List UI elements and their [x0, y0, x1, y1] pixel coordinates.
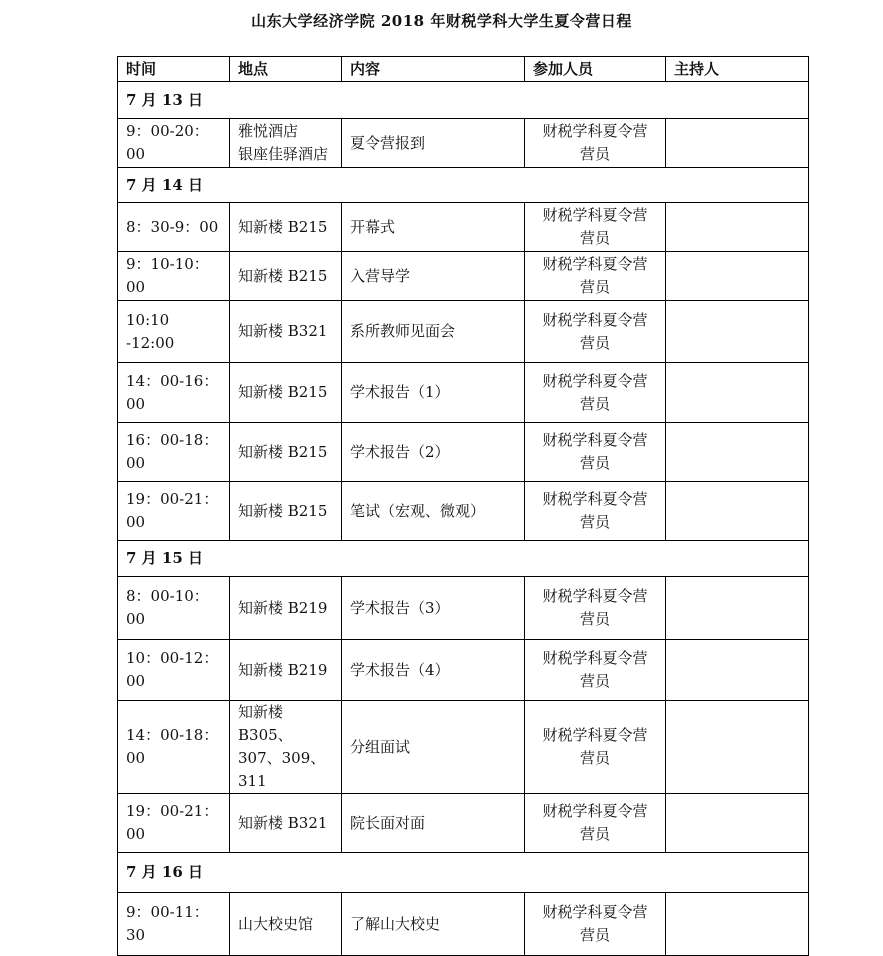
participants-cell-line: 营员 — [579, 394, 610, 413]
time-cell: 14：00-16：00 — [118, 363, 230, 423]
content-cell: 入营导学 — [342, 252, 525, 301]
place-cell — [230, 119, 342, 168]
participants-cell-line: 财税学科夏令营 — [542, 122, 648, 140]
participants-cell-line: 营员 — [579, 145, 610, 163]
date-cell: 7 月 16 日 — [118, 853, 809, 893]
participants-cell-line: 财税学科夏令营 — [542, 649, 648, 667]
content-cell: 系所教师见面会 — [342, 301, 525, 363]
table-row — [118, 640, 809, 701]
participants-cell — [525, 482, 666, 541]
place-cell-line: 知新楼 B215 — [238, 217, 328, 236]
table-row — [118, 794, 809, 853]
place-cell-line: 银座佳驿酒店 — [238, 145, 329, 163]
participants-cell-line: 营员 — [579, 610, 610, 628]
header-row — [118, 57, 809, 82]
date-row — [118, 82, 809, 119]
participants-cell-line: 财税学科夏令营 — [542, 206, 648, 224]
place-cell — [230, 701, 342, 794]
place-cell — [230, 640, 342, 701]
content-cell: 了解山大校史 — [342, 893, 525, 956]
participants-cell-line: 财税学科夏令营 — [542, 371, 648, 390]
participants-cell-line: 营员 — [579, 278, 610, 296]
place-cell — [230, 203, 342, 252]
table-row — [118, 363, 809, 423]
place-cell-line: 山大校史馆 — [238, 914, 314, 933]
time-cell: 10:10 -12:00 — [118, 301, 230, 363]
table-row — [118, 423, 809, 482]
table-row — [118, 482, 809, 541]
header-place: 地点 — [230, 57, 342, 82]
place-cell — [230, 363, 342, 423]
participants-cell — [525, 640, 666, 701]
date-cell: 7 月 13 日 — [118, 82, 809, 119]
participants-cell-line: 营员 — [579, 229, 610, 247]
participants-cell-line: 营员 — [579, 926, 610, 944]
participants-cell — [525, 701, 666, 794]
participants-cell — [525, 252, 666, 301]
participants-cell — [525, 893, 666, 956]
host-cell — [666, 203, 809, 252]
time-cell: 19：00-21：00 — [118, 794, 230, 853]
host-cell — [666, 893, 809, 956]
time-cell: 8：00-10：00 — [118, 577, 230, 640]
content-cell: 开幕式 — [342, 203, 525, 252]
table-row — [118, 252, 809, 301]
content-cell: 学术报告（1） — [342, 363, 525, 423]
participants-cell-line: 财税学科夏令营 — [542, 310, 648, 329]
date-row — [118, 168, 809, 203]
place-cell — [230, 577, 342, 640]
participants-cell-line: 财税学科夏令营 — [542, 255, 648, 273]
participants-cell-line: 营员 — [579, 672, 610, 690]
date-cell: 7 月 14 日 — [118, 168, 809, 203]
content-cell: 学术报告（3） — [342, 577, 525, 640]
place-cell — [230, 252, 342, 301]
page-title: 山东大学经济学院 2018 年财税学科大学生夏令营日程 — [251, 12, 632, 30]
header-participants: 参加人员 — [525, 57, 666, 82]
header-content: 内容 — [342, 57, 525, 82]
time-cell: 8：30-9：00 — [118, 203, 230, 252]
participants-cell — [525, 203, 666, 252]
participants-cell-line: 营员 — [579, 825, 610, 843]
place-cell — [230, 893, 342, 956]
time-cell: 14：00-18：00 — [118, 701, 230, 794]
content-cell: 笔试（宏观、微观） — [342, 482, 525, 541]
time-cell: 9：00-11：30 — [118, 893, 230, 956]
place-cell-line: 知新楼 B215 — [238, 501, 328, 520]
date-row — [118, 541, 809, 577]
date-cell: 7 月 15 日 — [118, 541, 809, 577]
time-cell: 9：00-20：00 — [118, 119, 230, 168]
place-cell-line: 知新楼 B215 — [238, 266, 328, 285]
participants-cell-line: 财税学科夏令营 — [542, 587, 648, 605]
place-cell-line: 知新楼 B321 — [238, 322, 328, 340]
content-cell: 院长面对面 — [342, 794, 525, 853]
host-cell — [666, 423, 809, 482]
place-cell-line: 雅悦酒店 — [238, 122, 299, 140]
table-row — [118, 119, 809, 168]
time-cell: 16：00-18：00 — [118, 423, 230, 482]
host-cell — [666, 363, 809, 423]
place-cell-line: 知新楼 B305、 — [238, 703, 293, 744]
place-cell — [230, 482, 342, 541]
participants-cell-line: 财税学科夏令营 — [542, 431, 648, 449]
participants-cell — [525, 363, 666, 423]
content-cell: 分组面试 — [342, 701, 525, 794]
participants-cell — [525, 794, 666, 853]
header-host: 主持人 — [666, 57, 809, 82]
host-cell — [666, 482, 809, 541]
participants-cell-line: 营员 — [579, 513, 610, 531]
host-cell — [666, 252, 809, 301]
content-cell: 学术报告（4） — [342, 640, 525, 701]
table-row — [118, 577, 809, 640]
header-time: 时间 — [118, 57, 230, 82]
table-row — [118, 301, 809, 363]
host-cell — [666, 794, 809, 853]
schedule-table — [117, 56, 809, 956]
participants-cell — [525, 577, 666, 640]
participants-cell — [525, 423, 666, 482]
participants-cell-line: 财税学科夏令营 — [542, 802, 648, 820]
host-cell — [666, 701, 809, 794]
table-row — [118, 701, 809, 794]
place-cell — [230, 794, 342, 853]
table-row — [118, 893, 809, 956]
participants-cell-line: 财税学科夏令营 — [542, 726, 648, 744]
place-cell-line: 知新楼 B321 — [238, 813, 328, 832]
host-cell — [666, 577, 809, 640]
date-row — [118, 853, 809, 893]
time-cell: 9：10-10：00 — [118, 252, 230, 301]
participants-cell — [525, 301, 666, 363]
host-cell — [666, 640, 809, 701]
table-row — [118, 203, 809, 252]
place-cell-line: 知新楼 B215 — [238, 442, 328, 461]
time-cell: 19：00-21：00 — [118, 482, 230, 541]
content-cell: 夏令营报到 — [342, 119, 525, 168]
place-cell — [230, 301, 342, 363]
participants-cell-line: 营员 — [579, 333, 610, 352]
content-cell: 学术报告（2） — [342, 423, 525, 482]
participants-cell-line: 财税学科夏令营 — [542, 490, 648, 508]
place-cell-line: 知新楼 B215 — [238, 383, 328, 401]
host-cell — [666, 301, 809, 363]
participants-cell-line: 营员 — [579, 749, 610, 767]
participants-cell-line: 财税学科夏令营 — [542, 903, 648, 921]
participants-cell-line: 营员 — [579, 454, 610, 472]
place-cell — [230, 423, 342, 482]
place-cell-line: 知新楼 B219 — [238, 598, 328, 617]
place-cell-line: 知新楼 B219 — [238, 660, 328, 679]
time-cell: 10：00-12：00 — [118, 640, 230, 701]
host-cell — [666, 119, 809, 168]
participants-cell — [525, 119, 666, 168]
place-cell-line: 307、309、311 — [238, 749, 326, 790]
